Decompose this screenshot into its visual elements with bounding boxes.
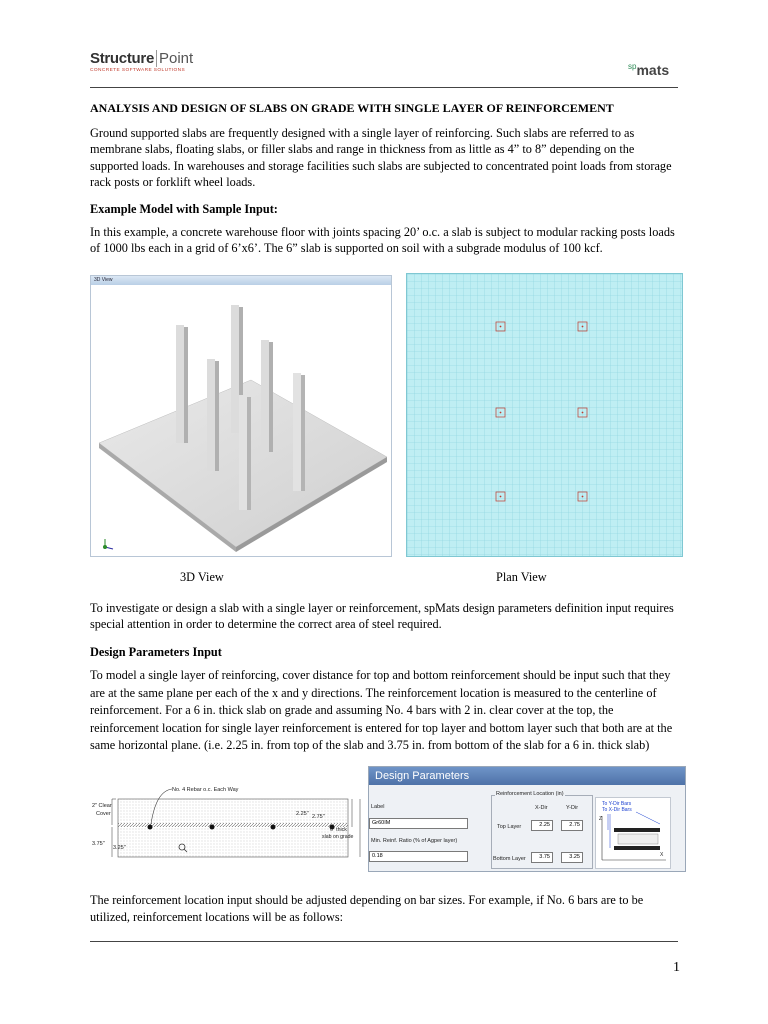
view-3d-window [90, 275, 392, 557]
post [207, 359, 219, 471]
dim-225-label: 2.25" [296, 811, 309, 817]
plan-grid-svg [407, 274, 682, 556]
min-reinf-ratio-label: Min. Reinf. Ratio (% of Agper layer) [371, 838, 458, 844]
rebar-dot [148, 825, 153, 830]
slab-section-diagram [90, 783, 370, 863]
slab-section [118, 799, 348, 857]
rebar-dot [210, 825, 215, 830]
closing-paragraph: The reinforcement location input should be adjusted depending on bar sizes. For example, if No. 6 bars are to be utilized, reinforcement locations will be as follows: [90, 893, 644, 924]
col-y-dir: Y-Dir [566, 805, 579, 811]
legend-y-bars: To Y-Dir Bars [602, 801, 632, 807]
clear-cover-label-2: Cover [96, 811, 111, 817]
logo-word-point: Point [156, 50, 193, 67]
design-parameters-title: Design Parameters [369, 767, 685, 785]
logo-tagline: CONCRETE SOFTWARE SOLUTIONS [90, 68, 186, 73]
post [176, 325, 188, 443]
rebar-dot [271, 825, 276, 830]
design-heading: Design Parameters Input [90, 645, 222, 659]
axis-gizmo-icon [103, 539, 113, 549]
bottom-layer-label: Bottom Layer [493, 856, 526, 862]
page-number: 1 [673, 960, 680, 975]
dim-375-label: 3.75" [92, 841, 105, 847]
spmats-logo-prefix: sp [628, 62, 637, 71]
col-x-dir: X-Dir [535, 805, 548, 811]
legend-slab-top-bar [614, 828, 660, 832]
post [239, 395, 251, 510]
view-3d-scene [91, 285, 389, 555]
rebar-note: No. 4 Rebar o.c. Each Way [172, 787, 239, 793]
logo-word-structure: Structure [90, 50, 154, 67]
top-layer-label: Top Layer [497, 824, 522, 830]
rebar-location-legend [595, 797, 671, 869]
label-input[interactable]: Gr60IM [369, 818, 468, 829]
page-title: ANALYSIS AND DESIGN OF SLABS ON GRADE WITH SINGLE LAYER OF REINFORCEMENT [90, 101, 614, 115]
example-paragraph: In this example, a concrete warehouse floor with joints spacing 20’ o.c. a slab is subject to modular racking posts loads of 1000 lbs each in a grid of 6’x6’. The 6” slab is supported on soil with a subgrade modulus of 100 kcf. [90, 225, 675, 256]
post [293, 373, 305, 491]
view-3d-window-title: 3D View [94, 277, 113, 283]
legend-slab-bottom-bar [614, 846, 660, 850]
design-paragraph: To model a single layer of reinforcing, cover distance for top and bottom reinforcement should be input such that they are at the same plane per each of the x and y directions. The reinforcement location is measured to the centerline of reinforcement. For a 6 in. thick slab on grade and assuming No. 4 bars with 2 in. clear cover at the top, the reinforcement location for single layer reinforcement is entered for top layer and bottom layer such that both are at the same horizontal plane. (i.e. 2.25 in. from top of the slab and 3.75 in. from bottom of the slab for a 6 in. thick slab) [90, 668, 673, 753]
dim-275-label: 2.75" [312, 814, 325, 820]
spmats-logo [628, 62, 669, 80]
bottom-layer-y-input[interactable]: 3.25 [561, 852, 583, 863]
clear-cover-label-1: 2" Clear [92, 803, 112, 809]
thickness-label-1: 6" thick [330, 827, 347, 833]
intro-paragraph: Ground supported slabs are frequently designed with a single layer of reinforcing. Such slabs are referred to as membrane slabs, floating slabs, or filler slabs and range in thickness from as little as 4” to 8” depending on the supported loads. In warehouses and storage facilities such slabs are subjected to concentrated point loads from storage rack posts or forklift wheel loads. [90, 126, 672, 189]
spmats-logo-word: mats [636, 62, 670, 78]
min-reinf-ratio-input[interactable]: 0.18 [369, 851, 468, 862]
thickness-label-2: slab on grade [322, 834, 354, 840]
investigate-paragraph: To investigate or design a slab with a single layer or reinforcement, spMats design parameters definition input requires special attention in order to determine the correct area of steel required. [90, 601, 674, 632]
post [261, 340, 273, 452]
top-layer-x-input[interactable]: 2.25 [531, 820, 553, 831]
reinforcement-location-title: Reinforcement Location (in) [496, 791, 564, 797]
view-3d-titlebar [91, 276, 391, 285]
axis-x-label: X [660, 852, 664, 858]
structurepoint-logo [90, 50, 210, 80]
caption-plan-view: Plan View [496, 570, 547, 584]
example-heading: Example Model with Sample Input: [90, 202, 278, 216]
caption-3d-view: 3D View [180, 570, 224, 584]
axis-z-label: Z [599, 816, 603, 822]
dim-325-label: 3.25" [113, 845, 126, 851]
top-layer-y-input[interactable]: 2.75 [561, 820, 583, 831]
rebar-layer [118, 823, 348, 827]
footer-rule [90, 941, 678, 942]
header-rule [90, 87, 678, 88]
design-parameters-panel [368, 766, 686, 872]
plan-view-grid [406, 273, 683, 557]
bottom-layer-x-input[interactable]: 3.75 [531, 852, 553, 863]
label-field-label: Label [371, 804, 385, 810]
legend-x-bars: To X-Dir Bars [602, 807, 632, 813]
